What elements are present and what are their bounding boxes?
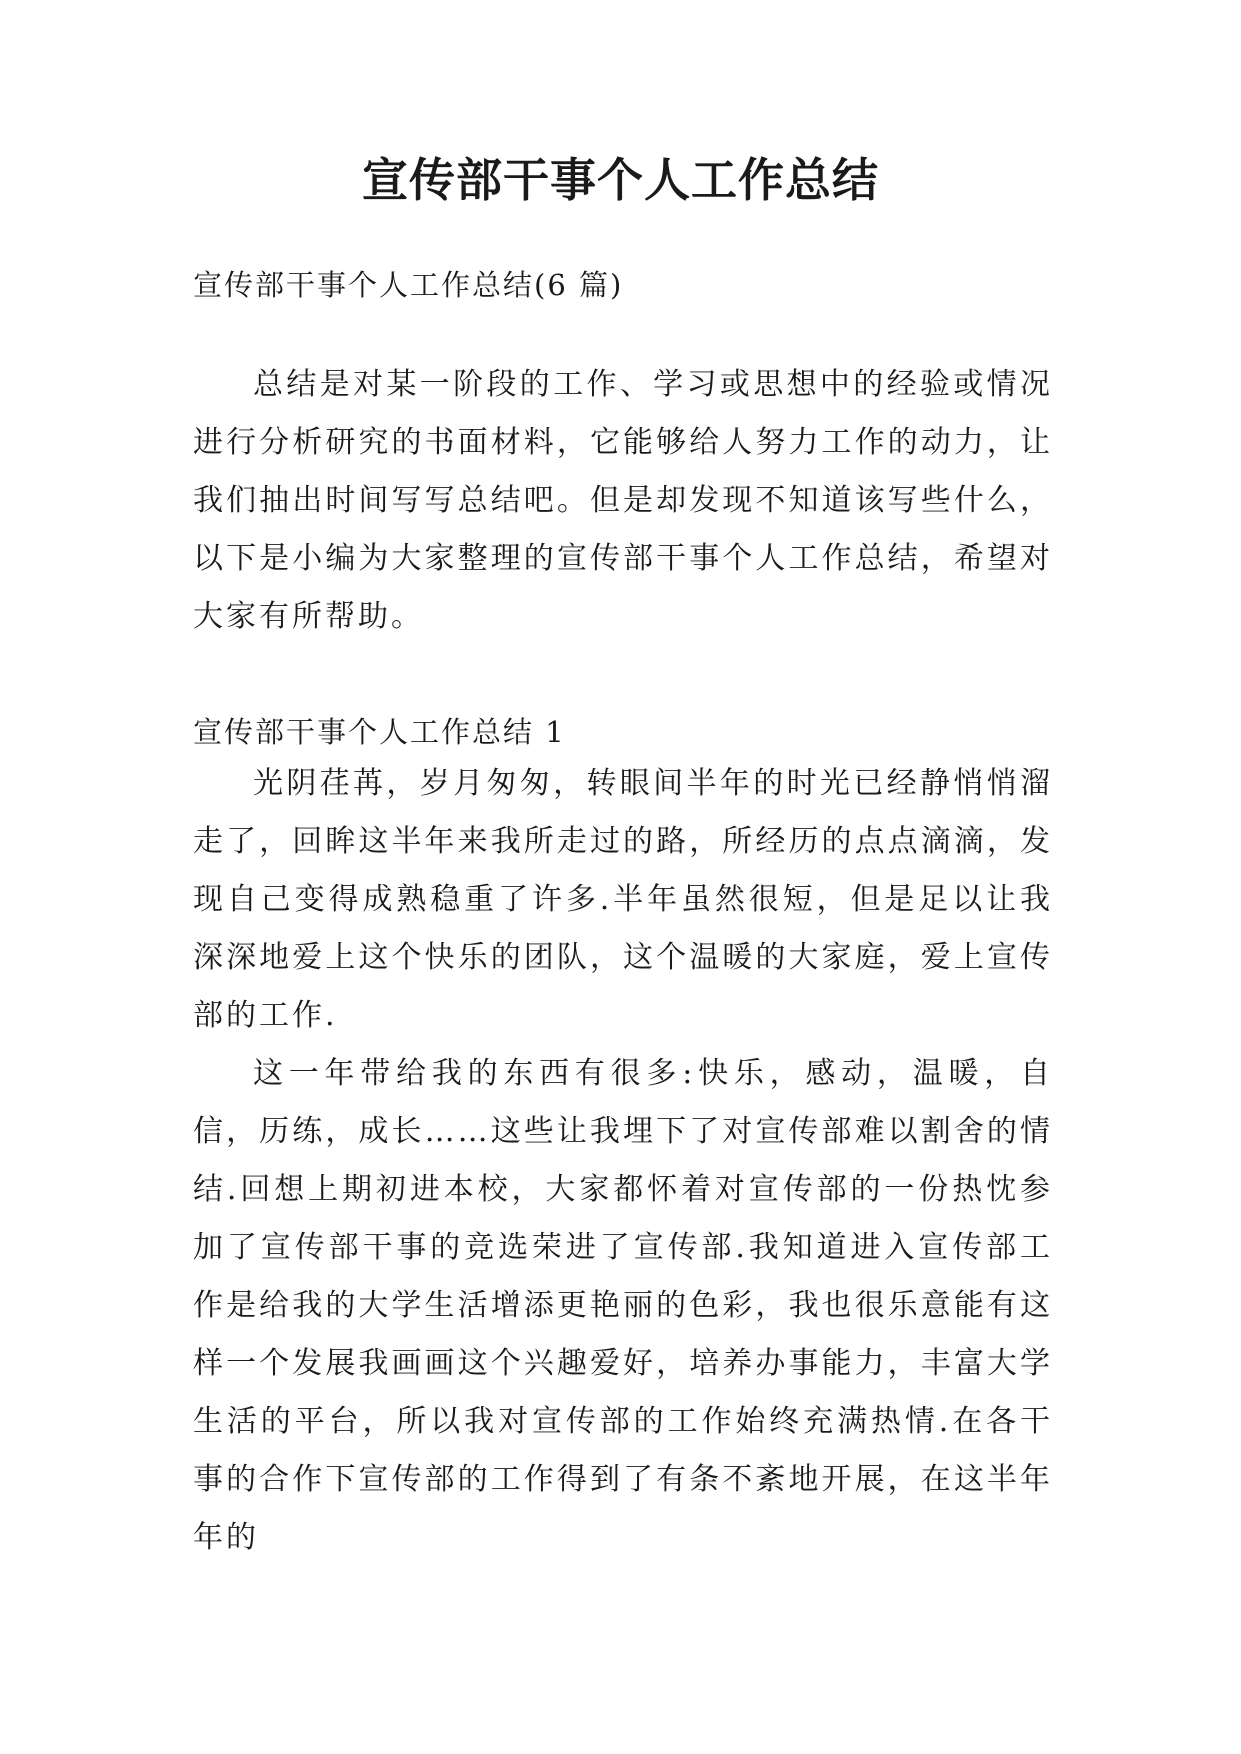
document-title: 宣传部干事个人工作总结 xyxy=(362,153,879,207)
document-subtitle: 宣传部干事个人工作总结(6 篇) xyxy=(193,268,624,302)
intro-paragraph: 总结是对某一阶段的工作、学习或思想中的经验或情况进行分析研究的书面材料，它能够给人努力工作的动力，让我们抽出时间写写总结吧。但是却发现不知道该写些什么，以下是小编为大家整理的宣传部干事个人工作总结，希望对大家有所帮助。 xyxy=(193,367,1053,634)
section-paragraph: 光阴荏苒，岁月匆匆，转眼间半年的时光已经静悄悄溜走了，回眸这半年来我所走过的路，所经历的点点滴滴，发现自己变得成熟稳重了许多.半年虽然很短，但是足以让我深深地爱上这个快乐的团队，这个温暖的大家庭，爱上宣传部的工作. xyxy=(193,766,1053,1033)
section-body xyxy=(193,755,1053,1567)
intro-block xyxy=(193,356,1053,646)
section-paragraph: 这一年带给我的东西有很多:快乐，感动，温暖，自信，历练，成长……这些让我埋下了对宣传部难以割舍的情结.回想上期初进本校，大家都怀着对宣传部的一份热忱参加了宣传部干事的竞选荣进了宣传部.我知道进入宣传部工作是给我的大学生活增添更艳丽的色彩，我也很乐意能有这样一个发展我画画这个兴趣爱好，培养办事能力，丰富大学生活的平台，所以我对宣传部的工作始终充满热情.在各干事的合作下宣传部的工作得到了有条不紊地开展，在这半年年的 xyxy=(193,1056,1053,1555)
section-heading: 宣传部干事个人工作总结 1 xyxy=(193,715,566,749)
